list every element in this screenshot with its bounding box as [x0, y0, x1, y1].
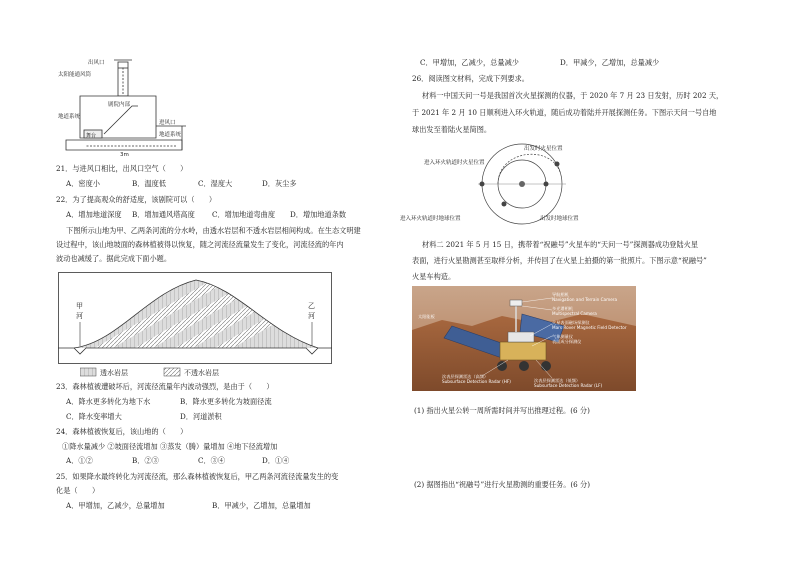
material2-line-3: 火星车构造。 — [412, 272, 456, 281]
material2-line-2: 表面，进行火星勘测甚至取样分析，并传回了在火星上拍摄的第一批照片。下图示意“祝融号” — [412, 256, 707, 265]
label-tunnel: 地道系统 — [159, 132, 182, 138]
rover-label-multispectral: 多光谱相机 — [552, 306, 573, 311]
orbit-label-depart-earth: 出发时地球位置 — [540, 216, 579, 222]
label-outlet: 出风口 — [88, 60, 105, 66]
rover-label-magnetic-en: Mars Rover Magnetic Field Detector — [552, 325, 627, 330]
q24-stem: 24．森林植被恢复后，该山地的（ ） — [56, 427, 188, 436]
q24-option-b[interactable]: B．②③ — [132, 456, 159, 465]
q24-sub: ①降水量减少 ②坡面径流增加 ③蒸发（腾）量增加 ④地下径流增加 — [62, 442, 278, 451]
q23-option-a[interactable]: A．降水更多转化为地下水 — [66, 397, 151, 406]
q22-stem: 22．为了提高观众的舒适度，该剧院可以（ ） — [56, 195, 217, 204]
rover-label-surface: 表面成分探测仪 — [552, 339, 582, 344]
q23-option-c[interactable]: C．降水变率增大 — [66, 412, 122, 421]
rover-label-weather: 气象测量仪 — [552, 334, 573, 339]
rover-label-multispectral-en: Multispectral Camera — [552, 311, 597, 316]
rover-label-radar-hf-en: Subsurface Detection Radar (HF) — [442, 379, 511, 384]
river-a-char2: 河 — [76, 312, 83, 320]
label-inlet: 进风口 — [159, 120, 176, 126]
label-depth: 3m — [120, 152, 129, 156]
rover-label-nav-cam: 导航相机 — [552, 292, 569, 297]
rover-photo — [412, 286, 636, 391]
watershed-diagram — [58, 272, 332, 364]
river-b-char1: 乙 — [308, 302, 315, 310]
q21-option-a[interactable]: A．密度小 — [66, 179, 100, 188]
legend-permeable: 透水岩层 — [100, 369, 128, 377]
q25-option-a[interactable]: A．甲增加，乙减少，总量增加 — [66, 501, 165, 510]
q24-option-c[interactable]: C．③④ — [198, 456, 226, 465]
q21-option-c[interactable]: C．湿度大 — [198, 179, 233, 188]
q24-option-d[interactable]: D．①④ — [262, 456, 290, 465]
material1-line-3: 球出发至着陆火星简图。 — [412, 125, 492, 134]
material1-line-2: 于 2021 年 2 月 10 日顺利进入环火轨道，随后成功着陆并开展探测任务。下图示天问一号自地 — [412, 108, 717, 117]
passage-line-1: 下图所示山地为甲、乙两条河流的分水岭，由透水岩层和不透水岩层相间构成。在生态文明建 — [66, 226, 361, 235]
watershed-legend — [80, 366, 240, 378]
label-underground: 地道系统 — [58, 114, 81, 120]
rover-label-radar-hf: 次表层探测雷达（高频） — [442, 374, 489, 379]
q21-option-b[interactable]: B．温度低 — [132, 179, 167, 188]
q22-option-b[interactable]: B．增加通风塔高度 — [132, 210, 195, 219]
label-stage: 舞台 — [86, 133, 97, 139]
label-exhaust-pipe: 太阳能通风筒 — [58, 72, 92, 78]
q21-option-d[interactable]: D．灰尘多 — [262, 179, 297, 188]
q24-option-a[interactable]: A．①② — [66, 456, 93, 465]
material2-line-1: 材料二 2021 年 5 月 15 日，携带着“祝融号”火星车的“天问一号”探测器成功登陆火星 — [422, 240, 699, 249]
q25-option-b[interactable]: B．甲减少，乙增加，总量增加 — [212, 501, 311, 510]
river-b-char2: 河 — [308, 312, 315, 320]
rover-label-solar: 太阳能板 — [418, 314, 435, 319]
label-interior: 剧院内部 — [108, 102, 131, 108]
legend-impermeable: 不透水岩层 — [184, 369, 219, 377]
task-2: (2) 据图指出“祝融号”进行火星勘测的重要任务。(6 分) — [414, 480, 591, 489]
q25-option-c[interactable]: C．甲增加，乙减少，总量减少 — [420, 58, 519, 67]
rover-label-nav-cam-en: Navigation and Terrain Camera — [552, 297, 618, 302]
q25-option-d[interactable]: D．甲减少，乙增加，总量减少 — [560, 58, 660, 67]
passage-line-2: 设过程中，该山地坡面的森林植被得以恢复，随之河流径流量发生了变化，河流径流的年内 — [56, 240, 344, 249]
orbit-diagram — [400, 140, 610, 230]
q26-stem: 26．阅读图文材料，完成下列要求。 — [412, 74, 529, 83]
q23-option-b[interactable]: B．降水更多转化为坡面径流 — [180, 397, 272, 406]
river-a-char1: 甲 — [76, 302, 83, 310]
orbit-label-arrival-mars: 进入环火轨道时火星位置 — [424, 160, 485, 166]
q22-option-d[interactable]: D．增加地道条数 — [290, 210, 347, 219]
rover-label-radar-lf-en: Subsurface Detection Radar (LF) — [534, 383, 603, 388]
theatre-ventilation-diagram — [56, 56, 206, 156]
rover-label-radar-lf: 次表层探测雷达（低频） — [534, 378, 581, 383]
q23-stem: 23．森林植被遭破坏后，河流径流量年内波动强烈，是由于（ ） — [56, 382, 274, 391]
q21-stem: 21．与进风口相比，出风口空气（ ） — [56, 164, 188, 173]
q22-option-c[interactable]: C．增加地道弯曲度 — [212, 210, 276, 219]
passage-line-3: 波动也减缓了。据此完成下面小题。 — [56, 254, 172, 263]
rover-label-magnetic: 火星表面磁场探测仪 — [552, 320, 590, 325]
q22-option-a[interactable]: A．增加地道深度 — [66, 210, 122, 219]
task-1: (1) 指出火星公转一周所需时间并写出推理过程。(6 分) — [414, 406, 590, 415]
q23-option-d[interactable]: D．河道淤积 — [180, 412, 222, 421]
q25-stem: 25．如果降水最终转化为河流径流，那么森林植被恢复后，甲乙两条河流径流量发生的变 — [56, 472, 339, 481]
orbit-label-earth-arrival: 进入环火轨道时地球位置 — [400, 216, 461, 222]
orbit-label-depart-mars: 出发时火星位置 — [524, 146, 563, 152]
q25-stem-2: 化是（ ） — [56, 486, 100, 495]
material1-line-1: 材料一中国天问一号是我国首次火星探测的仪器，于 2020 年 7 月 23 日发射，历时 202 天， — [422, 91, 724, 100]
